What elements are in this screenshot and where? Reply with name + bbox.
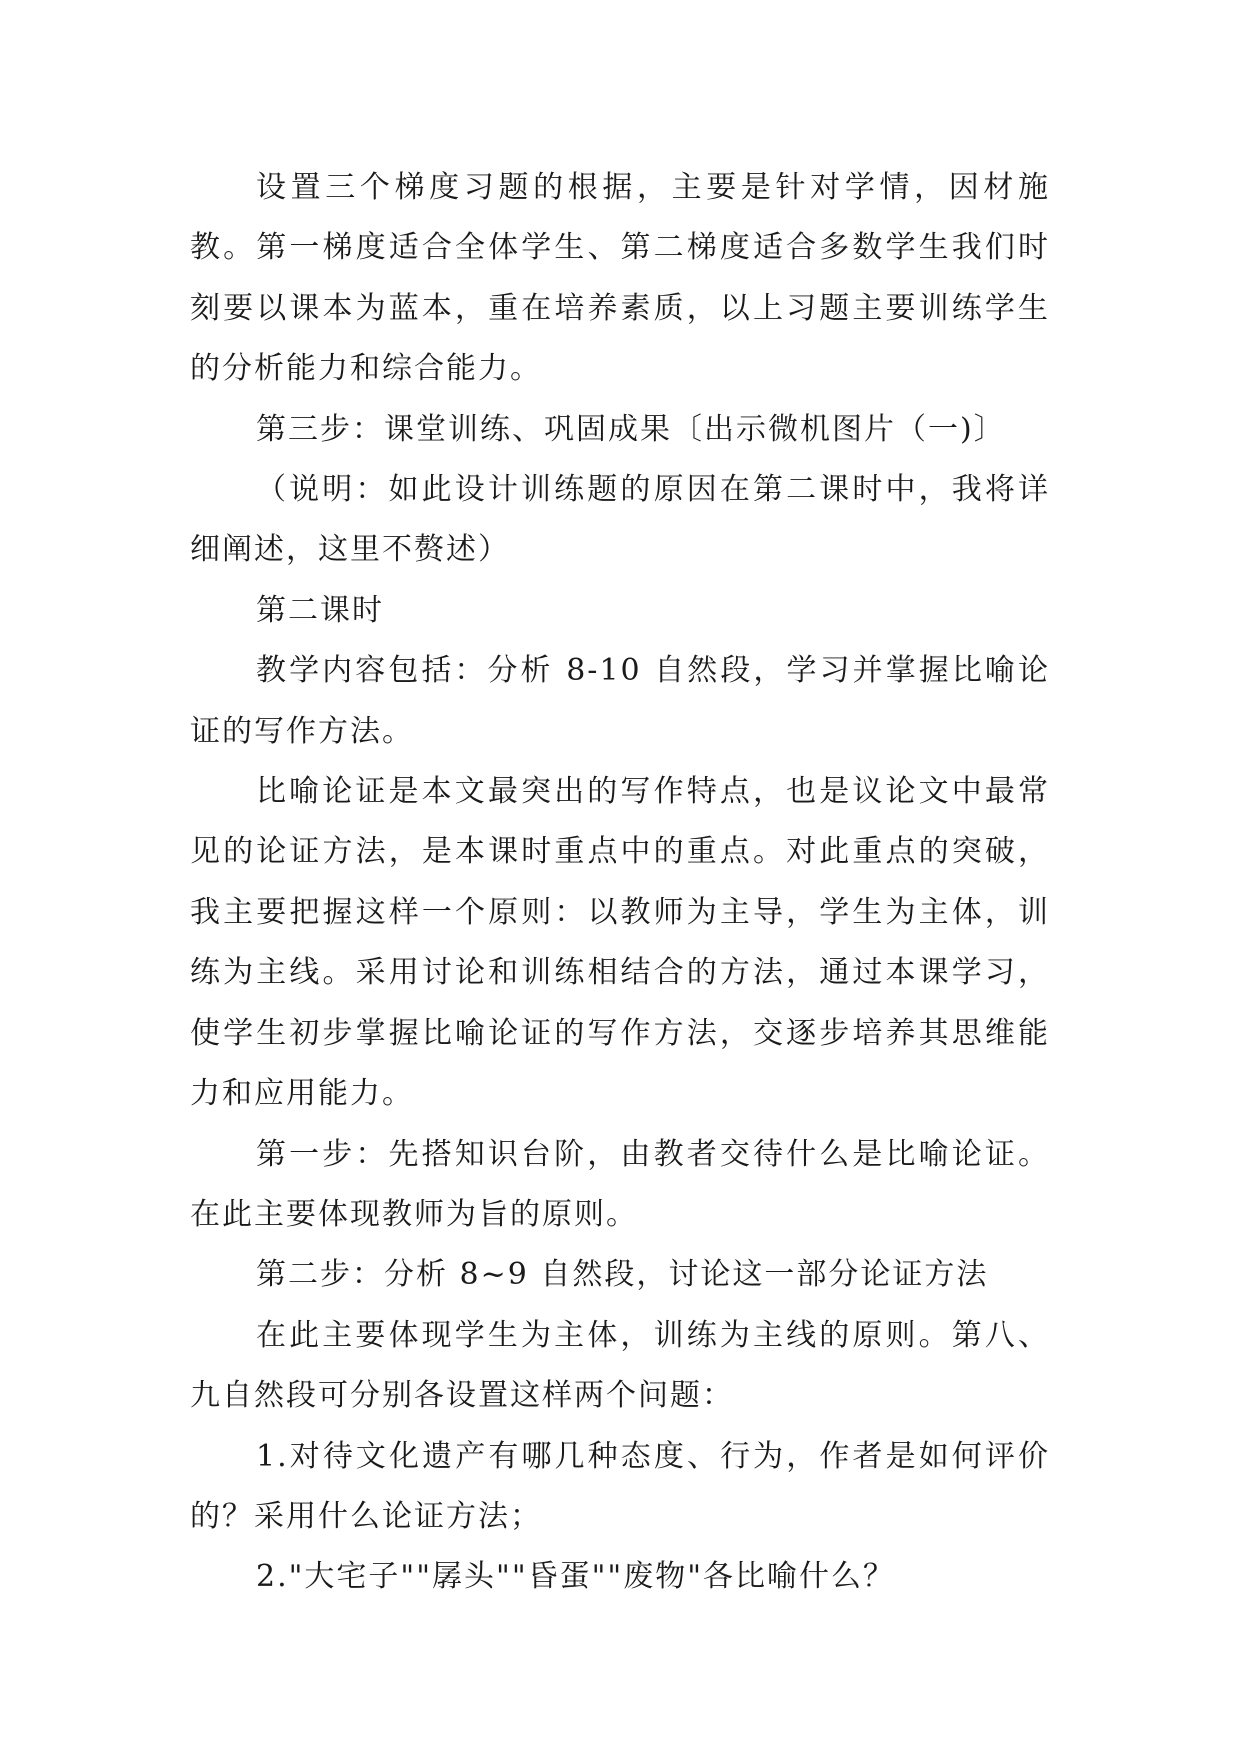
question-item-1: 1.对待文化遗产有哪几种态度、行为，作者是如何评价的？采用什么论证方法； bbox=[190, 1438, 1050, 1534]
paragraph-principle: 在此主要体现学生为主体，训练为主线的原则。第八、九自然段可分别各设置这样两个问题： bbox=[190, 1317, 1050, 1414]
document-body bbox=[190, 158, 1050, 1608]
paragraph-step-one: 第一步：先搭知识台阶，由教者交待什么是比喻论证。在此主要体现教师为旨的原则。 bbox=[190, 1136, 1050, 1232]
paragraph-explanation: （说明：如此设计训练题的原因在第二课时中，我将详细阐述，这里不赘述） bbox=[190, 472, 1050, 568]
section-heading-second-lesson: 第二课时 bbox=[256, 592, 384, 628]
paragraph-gradient-exercises: 设置三个梯度习题的根据，主要是针对学情，因材施教。第一梯度适合全体学生、第二梯度适合多数学生我们时刻要以课本为蓝本，重在培养素质，以上习题主要训练学生的分析能力和综合能力。 bbox=[190, 170, 1050, 387]
paragraph-teaching-content: 教学内容包括：分析 8-10 自然段，学习并掌握比喻论证的写作方法。 bbox=[190, 653, 1050, 749]
question-item-2: 2."大宅子""孱头""昏蛋""废物"各比喻什么？ bbox=[256, 1559, 896, 1595]
paragraph-step-two: 第二步：分析 8~9 自然段，讨论这一部分论证方法 bbox=[256, 1257, 989, 1293]
paragraph-step-three: 第三步：课堂训练、巩固成果〔出示微机图片（一)〕 bbox=[256, 411, 1006, 447]
paragraph-metaphor-argument: 比喻论证是本文最突出的写作特点，也是议论文中最常见的论证方法，是本课时重点中的重点。对此重点的突破，我主要把握这样一个原则：以教师为主导，学生为主体，训练为主线。采用讨论和训练相结合的方法，通过本课学习，使学生初步掌握比喻论证的写作方法，交逐步培养其思维能力和应用能力。 bbox=[190, 774, 1050, 1112]
